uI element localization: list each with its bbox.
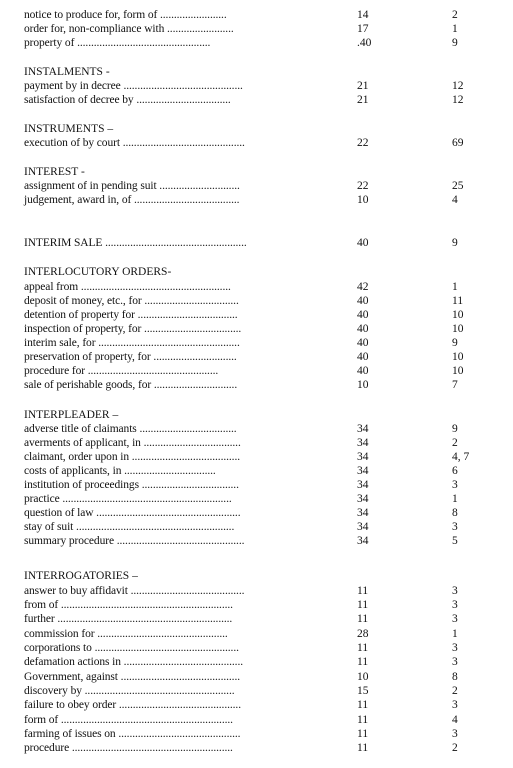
entry-text: answer to buy affidavit .........................................	[24, 585, 245, 597]
entry-subsection: 2	[452, 685, 458, 697]
index-entry	[0, 727, 513, 741]
entry-text: property of ................................................	[24, 37, 211, 49]
index-entry	[0, 179, 513, 193]
entry-subsection: 1	[452, 281, 458, 293]
index-entry	[0, 136, 513, 150]
entry-section: 34	[357, 451, 369, 463]
entry-text: failure to obey order ............................................	[24, 699, 241, 711]
entry-subsection: 1	[452, 23, 458, 35]
entry-section: 34	[357, 465, 369, 477]
entry-subsection: 69	[452, 137, 464, 149]
entry-section: 34	[357, 535, 369, 547]
heading-text: INSTRUMENTS –	[24, 123, 114, 135]
heading-text: INSTALMENTS -	[24, 66, 110, 78]
entry-subsection: 10	[452, 351, 464, 363]
entry-subsection: 11	[452, 295, 464, 307]
entry-text: detention of property for ....................................	[24, 309, 238, 321]
entry-subsection: 9	[452, 37, 458, 49]
entry-subsection: 1	[452, 493, 458, 505]
entry-text: corporations to ....................................................	[24, 642, 239, 654]
entry-subsection: 3	[452, 699, 458, 711]
index-entry	[0, 612, 513, 626]
entry-section: 40	[357, 309, 369, 321]
entry-section: 21	[357, 94, 369, 106]
index-entry	[0, 436, 513, 450]
entry-subsection: 10	[452, 309, 464, 321]
entry-text: order for, non-compliance with ........................	[24, 23, 234, 35]
index-entry	[0, 236, 513, 250]
index-entry	[0, 506, 513, 520]
entry-text: defamation actions in ...........................................	[24, 656, 243, 668]
entry-subsection: 10	[452, 365, 464, 377]
entry-subsection: 8	[452, 671, 458, 683]
entry-text: practice .............................................................	[24, 493, 232, 505]
entry-section: 40	[357, 337, 369, 349]
entry-subsection: 4	[452, 714, 458, 726]
section-heading	[0, 65, 513, 79]
index-entry	[0, 598, 513, 612]
entry-subsection: 1	[452, 628, 458, 640]
entry-subsection: 2	[452, 437, 458, 449]
entry-section: 21	[357, 80, 369, 92]
entry-subsection: 3	[452, 585, 458, 597]
entry-text: judgement, award in, of ......................................	[24, 194, 240, 206]
entry-subsection: 5	[452, 535, 458, 547]
entry-subsection: 7	[452, 379, 458, 391]
entry-subsection: 3	[452, 599, 458, 611]
entry-text: Government, against ...........................................	[24, 671, 241, 683]
entry-section: 34	[357, 479, 369, 491]
entry-section: 11	[357, 656, 369, 668]
entry-section: 10	[357, 379, 369, 391]
index-entry	[0, 741, 513, 755]
heading-text: INTERLOCUTORY ORDERS-	[24, 266, 172, 278]
entry-section: 40	[357, 237, 369, 249]
heading-text: INTERROGATORIES –	[24, 570, 138, 582]
index-entry	[0, 698, 513, 712]
entry-text: procedure for ...............................................	[24, 365, 219, 377]
entry-text: summary procedure ..............................................	[24, 535, 245, 547]
index-entry	[0, 22, 513, 36]
entry-text: assignment of in pending suit .............................	[24, 180, 240, 192]
entry-text: satisfaction of decree by ..................................	[24, 94, 231, 106]
index-entry	[0, 350, 513, 364]
index-entry	[0, 713, 513, 727]
index-entry	[0, 627, 513, 641]
entry-text: institution of proceedings ...................................	[24, 479, 239, 491]
entry-subsection: 3	[452, 656, 458, 668]
index-entry	[0, 294, 513, 308]
entry-section: 22	[357, 137, 369, 149]
index-entry	[0, 308, 513, 322]
entry-subsection: 9	[452, 423, 458, 435]
section-heading	[0, 122, 513, 136]
entry-section: 22	[357, 180, 369, 192]
entry-subsection: 3	[452, 521, 458, 533]
entry-subsection: 3	[452, 728, 458, 740]
entry-subsection: 2	[452, 742, 458, 754]
index-entry	[0, 79, 513, 93]
index-entry	[0, 36, 513, 50]
entry-section: 11	[357, 642, 369, 654]
entry-section: 34	[357, 507, 369, 519]
index-entry	[0, 450, 513, 464]
entry-subsection: 3	[452, 479, 458, 491]
entry-text: commission for ...............................................	[24, 628, 228, 640]
entry-text: deposit of money, etc., for ..................................	[24, 295, 239, 307]
entry-text: question of law ....................................................	[24, 507, 241, 519]
entry-section: 34	[357, 493, 369, 505]
index-entry	[0, 364, 513, 378]
entry-section: 40	[357, 351, 369, 363]
entry-section: 17	[357, 23, 369, 35]
index-entry	[0, 8, 513, 22]
entry-text: execution of by court ............................................	[24, 137, 245, 149]
entry-text: preservation of property, for ..............................	[24, 351, 237, 363]
heading-text: INTERPLEADER –	[24, 409, 119, 421]
entry-section: 11	[357, 585, 369, 597]
entry-text: farming of issues on ............................................	[24, 728, 241, 740]
entry-section: 11	[357, 742, 369, 754]
section-heading	[0, 408, 513, 422]
entry-text: discovery by ......................................................	[24, 685, 235, 697]
entry-text: INTERIM SALE ...................................................	[24, 237, 247, 249]
index-entry	[0, 641, 513, 655]
index-entry	[0, 93, 513, 107]
index-entry	[0, 280, 513, 294]
entry-text: adverse title of claimants ...................................	[24, 423, 237, 435]
section-heading	[0, 569, 513, 583]
entry-section: 28	[357, 628, 369, 640]
entry-subsection: 4, 7	[452, 451, 470, 463]
entry-subsection: 10	[452, 323, 464, 335]
entry-section: 11	[357, 599, 369, 611]
entry-text: from of ..............................................................	[24, 599, 233, 611]
entry-section: 14	[357, 9, 369, 21]
index-entry	[0, 534, 513, 548]
entry-subsection: 25	[452, 180, 464, 192]
entry-subsection: 4	[452, 194, 458, 206]
entry-section: 34	[357, 423, 369, 435]
index-entry	[0, 336, 513, 350]
entry-text: inspection of property, for ...................................	[24, 323, 242, 335]
index-entry	[0, 193, 513, 207]
index-entry	[0, 422, 513, 436]
entry-text: payment by in decree ...........................................	[24, 80, 243, 92]
entry-text: costs of applicants, in .................................	[24, 465, 216, 477]
entry-text: averments of applicant, in ...................................	[24, 437, 241, 449]
entry-text: claimant, order upon in .......................................	[24, 451, 241, 463]
index-entry	[0, 378, 513, 392]
entry-text: interim sale, for ...................................................	[24, 337, 240, 349]
entry-section: 42	[357, 281, 369, 293]
index-entry	[0, 464, 513, 478]
index-entry	[0, 655, 513, 669]
entry-section: 34	[357, 521, 369, 533]
index-entry	[0, 684, 513, 698]
index-entry	[0, 322, 513, 336]
entry-section: 11	[357, 613, 369, 625]
entry-subsection: 12	[452, 94, 464, 106]
entry-text: form of ..............................................................	[24, 714, 233, 726]
index-entry	[0, 492, 513, 506]
entry-subsection: 9	[452, 337, 458, 349]
entry-text: sale of perishable goods, for ..............................	[24, 379, 238, 391]
entry-text: appeal from ......................................................	[24, 281, 231, 293]
entry-subsection: 2	[452, 9, 458, 21]
entry-section: 11	[357, 699, 369, 711]
entry-section: 40	[357, 365, 369, 377]
index-entry	[0, 670, 513, 684]
entry-section: 34	[357, 437, 369, 449]
section-heading	[0, 165, 513, 179]
entry-section: .40	[357, 37, 372, 49]
entry-section: 10	[357, 671, 369, 683]
index-entry	[0, 478, 513, 492]
section-heading	[0, 265, 513, 279]
entry-subsection: 3	[452, 642, 458, 654]
entry-subsection: 12	[452, 80, 464, 92]
index-entry	[0, 584, 513, 598]
heading-text: INTEREST -	[24, 166, 85, 178]
entry-subsection: 9	[452, 237, 458, 249]
entry-section: 11	[357, 728, 369, 740]
index-entry	[0, 520, 513, 534]
entry-subsection: 3	[452, 613, 458, 625]
entry-text: stay of suit .........................................................	[24, 521, 235, 533]
entry-text: procedure ..........................................................	[24, 742, 233, 754]
entry-section: 40	[357, 295, 369, 307]
entry-section: 10	[357, 194, 369, 206]
entry-section: 11	[357, 714, 369, 726]
entry-text: notice to produce for, form of ........................	[24, 9, 227, 21]
entry-text: further ...............................................................	[24, 613, 233, 625]
entry-subsection: 6	[452, 465, 458, 477]
entry-section: 15	[357, 685, 369, 697]
entry-subsection: 8	[452, 507, 458, 519]
entry-section: 40	[357, 323, 369, 335]
